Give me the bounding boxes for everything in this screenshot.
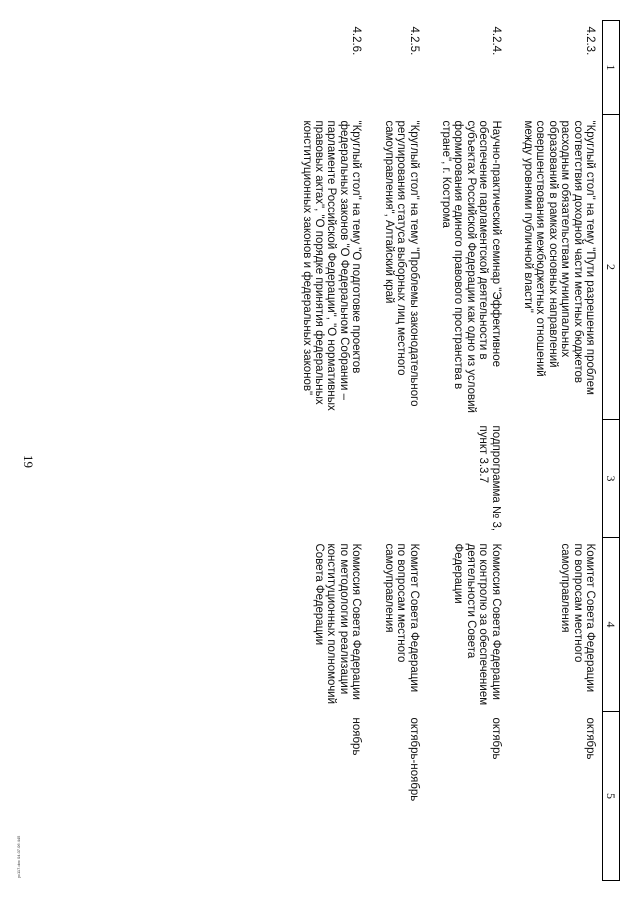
item-number: 4.2.5. — [407, 26, 420, 56]
event-description: "Круглый стол" на тему "О подготовке проектов федеральных законов "О Федеральном Собрании – парламенте Российской Федерации", "О нормативных правовых актах", "О порядке принятия федеральных конституционных законов и федеральных законов" — [300, 120, 363, 411]
item-number: 4.2.6. — [350, 26, 363, 56]
event-date: октябрь — [489, 717, 502, 760]
event-description: "Круглый стол" на тему "Проблемы законодательного регулирования статуса выборных лиц местного самоуправления", Алтайский край — [382, 120, 420, 407]
event-description: Научно-практический семинар "Эффективное обеспечение парламентской деятельности в субъектах Российской Федерации как одно из условий формирования единого правового пространства в стране", г. Кострома — [439, 120, 502, 413]
event-description: "Круглый стол" на тему "Пути разрешения проблем соответствия доходной части местных бюджетов расходным обязательствам муниципальных образований в рамках основных направлений совершенствования межбюджетных отношений между уровнями публичной власти" — [521, 120, 596, 395]
plan-table — [286, 20, 620, 881]
table-row — [286, 21, 368, 881]
item-number: 4.2.3. — [584, 26, 596, 56]
table-row — [368, 21, 425, 881]
document-id: ус117.doc 04.07.06 445 — [16, 835, 21, 878]
column-header: 5 — [603, 712, 620, 881]
program-reference — [368, 420, 425, 538]
header-row — [603, 21, 620, 881]
responsible-body: Комиссия Совета Федерации по методологии реализации конституционных полномочий Совета Федерации — [313, 543, 363, 705]
program-reference — [508, 420, 603, 538]
program-reference — [286, 420, 368, 538]
event-date: октябрь — [584, 717, 596, 760]
table-row — [508, 21, 603, 881]
page-number: 19 — [21, 455, 36, 468]
event-date: октябрь-ноябрь — [407, 717, 420, 802]
column-header: 2 — [603, 115, 620, 420]
responsible-body: Комитет Совета Федерации по вопросам местного самоуправления — [559, 543, 596, 693]
responsible-body: Комиссия Совета Федерации по контролю за обеспечением деятельности Совета Федерации — [452, 543, 502, 706]
item-number: 4.2.4. — [489, 26, 502, 56]
program-reference: подпрограмма № 3, пункт 3.3.7 — [477, 425, 502, 532]
event-date: ноябрь — [350, 717, 363, 756]
column-header: 4 — [603, 538, 620, 712]
table-row — [426, 21, 508, 881]
rotated-page — [60, 20, 620, 880]
column-header: 1 — [603, 21, 620, 115]
responsible-body: Комитет Совета Федерации по вопросам местного самоуправления — [382, 543, 420, 693]
column-header: 3 — [603, 420, 620, 538]
